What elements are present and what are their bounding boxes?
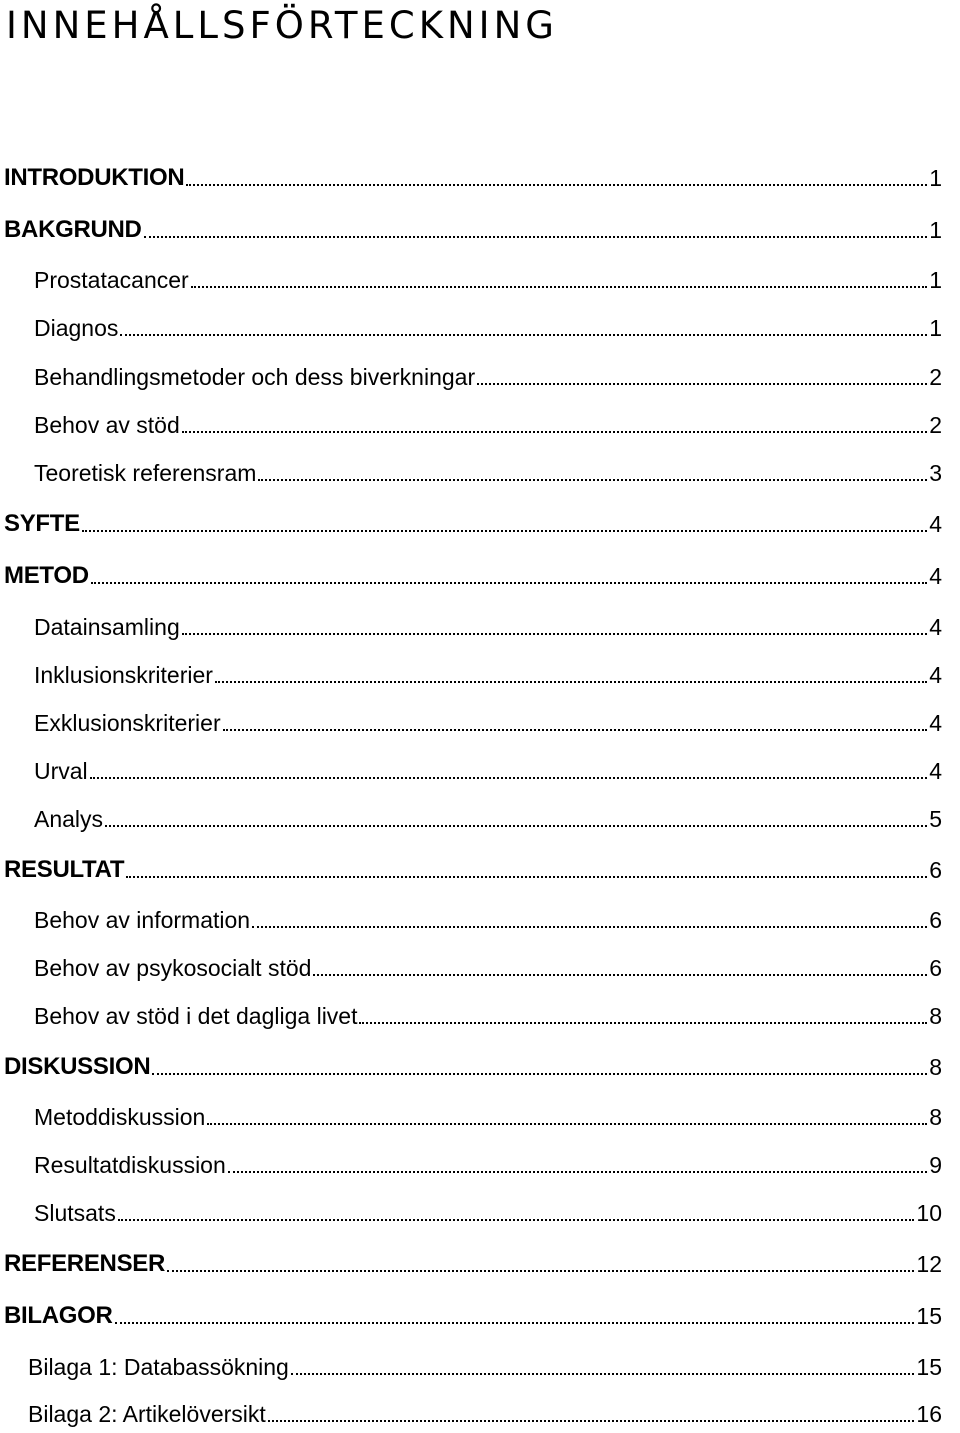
toc-entry-label: Behandlingsmetoder och dess biverkningar — [34, 364, 476, 390]
toc-entry-link[interactable] — [34, 613, 942, 641]
toc-entry-page: 4 — [929, 563, 942, 589]
dot-leader — [90, 776, 928, 779]
toc-entry[interactable] — [4, 560, 942, 590]
toc-entry[interactable] — [34, 1149, 942, 1179]
dot-leader — [223, 728, 928, 731]
toc-entry-link[interactable] — [4, 1053, 942, 1081]
dot-leader — [118, 1218, 915, 1221]
toc-entry-page: 4 — [929, 662, 942, 688]
toc-entry-label: Slutsats — [34, 1200, 116, 1226]
dot-leader — [359, 1021, 927, 1024]
toc-entry-label: Urval — [34, 758, 88, 784]
toc-entry-label: BILAGOR — [4, 1302, 113, 1329]
toc-entry[interactable] — [4, 854, 942, 884]
toc-entry[interactable] — [34, 803, 942, 833]
toc-entry-page: 2 — [929, 364, 942, 390]
dot-leader — [182, 430, 927, 433]
toc-entry-page: 15 — [916, 1354, 942, 1380]
toc-title: INNEHÅLLSFÖRTECKNING — [6, 4, 558, 47]
dot-leader — [115, 1321, 915, 1324]
toc-entry-label: Bilaga 2: Artikelöversikt — [28, 1401, 266, 1427]
toc-entry[interactable] — [28, 1351, 942, 1381]
toc-entry[interactable] — [4, 1051, 942, 1081]
dot-leader — [82, 529, 927, 532]
toc-entry[interactable] — [4, 508, 942, 538]
toc-entry-label: Teoretisk referensram — [34, 460, 257, 486]
dot-leader — [186, 183, 927, 186]
toc-entry[interactable] — [4, 214, 942, 244]
toc-entry-label: INTRODUKTION — [4, 164, 185, 191]
toc-entry-link[interactable] — [34, 1103, 942, 1131]
toc-entry-page: 4 — [929, 511, 942, 537]
toc-entry-link[interactable] — [34, 314, 942, 342]
toc-entry[interactable] — [4, 1248, 942, 1278]
toc-entry-label: Behov av stöd i det dagliga livet — [34, 1003, 358, 1029]
dot-leader — [207, 1122, 927, 1125]
dot-leader — [291, 1372, 915, 1375]
dot-leader — [477, 382, 927, 385]
toc-entry-page: 9 — [929, 1152, 942, 1178]
toc-entry[interactable] — [34, 264, 942, 294]
toc-entry-label: Exklusionskriterier — [34, 710, 221, 736]
toc-entry[interactable] — [34, 1197, 942, 1227]
toc-entry-label: Behov av psykosocialt stöd — [34, 955, 312, 981]
toc-entry-link[interactable] — [34, 709, 942, 737]
toc-entry-label: Diagnos — [34, 315, 119, 341]
toc-entry-page: 1 — [929, 267, 942, 293]
toc-entry-label: Behov av stöd — [34, 412, 180, 438]
dot-leader — [167, 1269, 914, 1272]
toc-entry-link[interactable] — [4, 216, 942, 244]
toc-entry-label: RESULTAT — [4, 856, 125, 883]
toc-entry-link[interactable] — [34, 757, 942, 785]
toc-entry[interactable] — [34, 1101, 942, 1131]
toc-entry-label: METOD — [4, 562, 89, 589]
dot-leader — [126, 875, 927, 878]
toc-entry-link[interactable] — [34, 459, 942, 487]
toc-entry-page: 1 — [929, 217, 942, 243]
toc-entry-link[interactable] — [4, 1302, 942, 1330]
toc-entry-label: Prostatacancer — [34, 267, 189, 293]
dot-leader — [258, 478, 927, 481]
dot-leader — [191, 285, 928, 288]
toc-entry[interactable] — [34, 659, 942, 689]
toc-entry-page: 3 — [929, 460, 942, 486]
toc-entry-page: 1 — [929, 315, 942, 341]
toc-entry-label: SYFTE — [4, 510, 80, 537]
toc-entry-link[interactable] — [34, 661, 942, 689]
toc-entry-page: 6 — [929, 955, 942, 981]
toc-entry[interactable] — [34, 409, 942, 439]
dot-leader — [252, 925, 927, 928]
toc-entry-link[interactable] — [34, 1151, 942, 1179]
toc-entry-page: 4 — [929, 758, 942, 784]
toc-entry-page: 6 — [929, 907, 942, 933]
toc-entry[interactable] — [28, 1398, 942, 1428]
toc-entry-label: Datainsamling — [34, 614, 180, 640]
dot-leader — [120, 333, 927, 336]
toc-entry[interactable] — [4, 162, 942, 192]
toc-entry[interactable] — [34, 361, 942, 391]
dot-leader — [313, 973, 927, 976]
toc-entry[interactable] — [34, 904, 942, 934]
dot-leader — [215, 680, 927, 683]
toc-entry-link[interactable] — [34, 805, 942, 833]
toc-entry-label: BAKGRUND — [4, 216, 142, 243]
toc-entry[interactable] — [34, 312, 942, 342]
dot-leader — [268, 1419, 915, 1422]
toc-entry-page: 10 — [916, 1200, 942, 1226]
toc-entry-label: Bilaga 1: Databassökning — [28, 1354, 289, 1380]
toc-entry-page: 15 — [916, 1303, 942, 1329]
dot-leader — [91, 581, 927, 584]
toc-entry-link[interactable] — [4, 510, 942, 538]
toc-entry-link[interactable] — [4, 164, 942, 192]
toc-entry-page: 8 — [929, 1104, 942, 1130]
dot-leader — [144, 235, 928, 238]
toc-entry[interactable] — [34, 952, 942, 982]
toc-entry[interactable] — [34, 707, 942, 737]
toc-entry-label: Metoddiskussion — [34, 1104, 206, 1130]
dot-leader — [152, 1072, 927, 1075]
toc-entry-link[interactable] — [28, 1400, 942, 1428]
toc-entry-page: 8 — [929, 1054, 942, 1080]
dot-leader — [228, 1170, 927, 1173]
toc-entry-link[interactable] — [34, 954, 942, 982]
toc-entry-page: 2 — [929, 412, 942, 438]
toc-entry-page: 5 — [929, 806, 942, 832]
toc-entry-link[interactable] — [28, 1353, 942, 1381]
toc-entry-link[interactable] — [4, 1250, 942, 1278]
toc-entry-link[interactable] — [4, 856, 942, 884]
toc-entry-page: 12 — [916, 1251, 942, 1277]
toc-entry-page: 4 — [929, 710, 942, 736]
toc-entry[interactable] — [34, 611, 942, 641]
dot-leader — [105, 824, 927, 827]
toc-entry-link[interactable] — [34, 1199, 942, 1227]
toc-entry-label: Inklusionskriterier — [34, 662, 213, 688]
toc-entry-page: 4 — [929, 614, 942, 640]
toc-entry[interactable] — [34, 1000, 942, 1030]
toc-entry-page: 16 — [916, 1401, 942, 1427]
toc-entry-link[interactable] — [34, 1002, 942, 1030]
toc-entry[interactable] — [4, 1300, 942, 1330]
dot-leader — [182, 632, 927, 635]
toc-entry-link[interactable] — [34, 363, 942, 391]
toc-entry-page: 8 — [929, 1003, 942, 1029]
toc-entry-page: 6 — [929, 857, 942, 883]
toc-entry[interactable] — [34, 755, 942, 785]
toc-entry-label: Behov av information — [34, 907, 251, 933]
toc-entry-label: REFERENSER — [4, 1250, 166, 1277]
toc-entry-link[interactable] — [4, 562, 942, 590]
toc-entry-link[interactable] — [34, 266, 942, 294]
toc-entry-label: Resultatdiskussion — [34, 1152, 226, 1178]
toc-entry-link[interactable] — [34, 411, 942, 439]
toc-entry-label: DISKUSSION — [4, 1053, 151, 1080]
toc-entry-label: Analys — [34, 806, 104, 832]
toc-entry[interactable] — [34, 457, 942, 487]
toc-entry-page: 1 — [929, 165, 942, 191]
toc-entry-link[interactable] — [34, 906, 942, 934]
